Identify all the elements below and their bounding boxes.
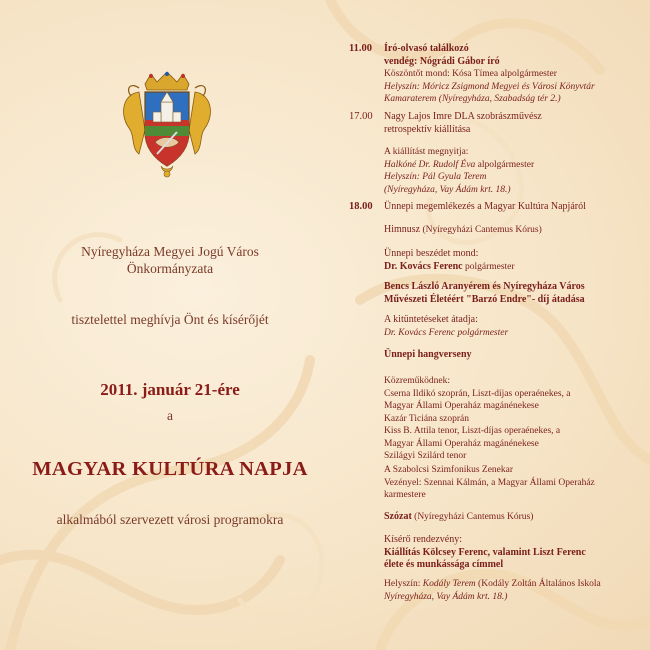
event-1-greeting: Köszöntőt mond: Kósa Tímea alpolgármester	[384, 69, 557, 79]
anthem-performer: (Nyíregyházi Cantemus Kórus)	[420, 225, 542, 235]
conductor-role: karmestere	[384, 490, 426, 500]
performer-1-role: Magyar Állami Operaház magánénekese	[384, 401, 539, 411]
performer-3: Kiss B. Attila tenor, Liszt-díjas operaénekes, a	[384, 426, 561, 436]
side-event-line-2: élete és munkássága címmel	[384, 559, 504, 570]
orchestra-block	[384, 464, 639, 502]
performer-4: Szilágyi Szilárd tenor	[384, 451, 467, 461]
performers-block	[384, 375, 639, 463]
presenter-label: A kitüntetéseket átadja:	[384, 314, 478, 325]
event-1-guest: vendég: Nógrádi Gábor író	[384, 55, 500, 67]
award-line-1: Bencs László Aranyérem és Nyíregyháza Város	[384, 281, 585, 292]
speech-label: Ünnepi beszédet mond:	[384, 248, 479, 259]
item-szozat	[384, 511, 639, 524]
invitation-text: tisztelettel meghívja Önt és kísérőjét	[71, 312, 269, 327]
article-text: a	[167, 408, 173, 423]
performer-2: Kazár Ticiána szoprán	[384, 413, 469, 424]
event-commemoration	[384, 201, 639, 214]
event-2-title: retrospektív kiállítása	[384, 123, 471, 135]
event-1-venue-address: Kamaraterem (Nyíregyháza, Szabadság tér 2.)	[384, 94, 561, 104]
event-2-venue-address: (Nyíregyháza, Vay Ádám krt. 18.)	[384, 184, 511, 195]
time-1100: 11.00	[349, 43, 373, 54]
speech-speaker-role: polgármester	[462, 261, 515, 272]
item-concert: Ünnepi hangverseny	[384, 349, 472, 360]
final-venue-label: Helyszín:	[384, 579, 423, 589]
szozat-label: Szózat	[384, 511, 412, 522]
event-2-opener-name: Halkóné Dr. Rudolf Éva	[384, 159, 476, 170]
event-3-title: Ünnepi megemlékezés a Magyar Kultúra Napjáról	[384, 201, 586, 212]
event-exhibition	[384, 111, 639, 196]
item-speech	[384, 248, 639, 273]
organizer-line-2: Önkormányzata	[126, 261, 214, 276]
szozat-performer: (Nyíregyházi Cantemus Kórus)	[411, 512, 534, 522]
event-2-artist: Nagy Lajos Imre DLA szobrászművész	[384, 111, 542, 122]
time-1800: 18.00	[349, 201, 373, 212]
final-venue-block	[384, 578, 639, 603]
time-1700: 17.00	[349, 111, 373, 122]
event-title: MAGYAR KULTÚRA NAPJA	[32, 458, 308, 480]
award-line-2: Művészeti Életéért "Barzó Endre"- díj átadása	[384, 293, 585, 305]
anthem-label: Himnusz	[384, 224, 421, 235]
event-2-opener-role: alpolgármester	[475, 159, 535, 170]
performer-1: Cserna Ildikó szoprán, Liszt-díjas operaénekes, a	[384, 388, 571, 399]
presenter-name: Dr. Kovács Ferenc polgármester	[384, 327, 509, 338]
event-1-venue: Helyszín: Móricz Zsigmond Megyei és Városi Könyvtár	[384, 81, 595, 92]
item-award	[384, 281, 639, 306]
organizer-line-1: Nyíregyháza Megyei Jogú Város	[81, 244, 259, 259]
event-2-opener-label: A kiállítást megnyitja:	[384, 147, 469, 157]
final-venue-address: Nyíregyháza, Vay Ádám krt. 18.)	[384, 591, 508, 602]
conductor-line: Vezényel: Szennai Kálmán, a Magyar Állami Operaház	[384, 477, 595, 488]
side-event-label: Kísérő rendezvény:	[384, 534, 463, 545]
event-reading-meeting	[384, 43, 639, 106]
event-date: 2011. január 21-ére	[100, 380, 240, 399]
event-1-title: Író-olvasó találkozó	[384, 43, 469, 54]
performers-label: Közreműködnek:	[384, 376, 450, 386]
orchestra-name: A Szabolcsi Szimfonikus Zenekar	[384, 465, 514, 475]
occasion-text: alkalmából szervezett városi programokra	[56, 512, 284, 527]
side-event-line-1: Kiállítás Kölcsey Ferenc, valamint Liszt Ferenc	[384, 546, 586, 558]
event-2-venue: Helyszín: Pál Gyula Terem	[384, 172, 487, 182]
side-event-block	[384, 534, 639, 572]
item-anthem	[384, 224, 639, 237]
item-presenter	[384, 314, 639, 339]
performer-3-role: Magyar Állami Operaház magánénekese	[384, 438, 539, 449]
speech-speaker: Dr. Kovács Ferenc	[384, 260, 463, 272]
final-venue-room: Kodály Terem	[422, 579, 476, 589]
final-venue-school: (Kodály Zoltán Általános Iskola	[475, 579, 601, 589]
